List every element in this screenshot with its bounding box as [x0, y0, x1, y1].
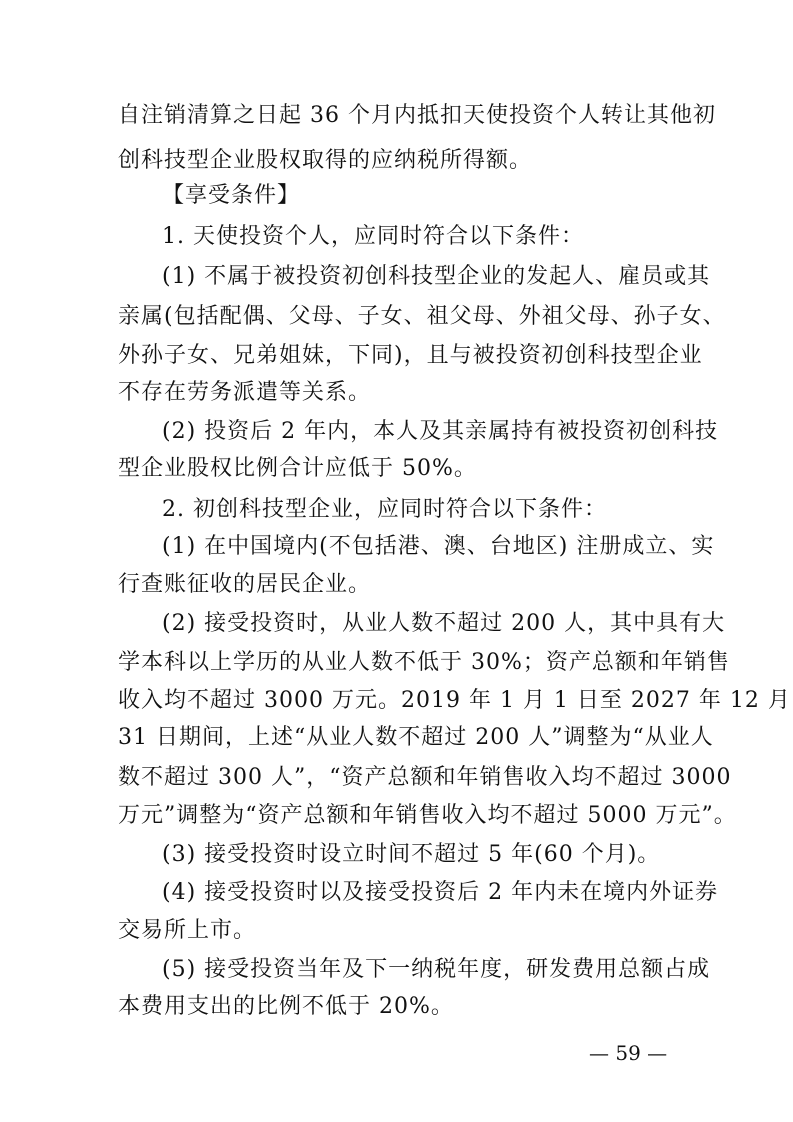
text-line: (2) 投资后 2 年内，本人及其亲属持有被投资初创科技 — [162, 419, 719, 444]
text-line: (2) 接受投资时，从业人数不超过 200 人，其中具有大 — [162, 611, 726, 636]
text-line: 创科技型企业股权取得的应纳税所得额。 — [118, 148, 533, 173]
text-line: (5) 接受投资当年及下一纳税年度，研发费用总额占成 — [162, 957, 711, 982]
text-line: 外孙子女、兄弟姐妹，下同)，且与被投资初创科技型企业 — [118, 343, 703, 368]
text-line: 不存在劳务派遣等关系。 — [118, 380, 372, 405]
text-line: 31 日期间，上述“从业人数不超过 200 人”调整为“从业人 — [118, 725, 714, 750]
text-line: 交易所上市。 — [118, 918, 257, 943]
text-line: 收入均不超过 3000 万元。2019 年 1 月 1 日至 2027 年 12 月 — [118, 688, 791, 713]
text-line: 本费用支出的比例不低于 20%。 — [118, 994, 454, 1019]
text-line: (1) 不属于被投资初创科技型企业的发起人、雇员或其 — [162, 264, 711, 289]
text-line: 2. 初创科技型企业，应同时符合以下条件： — [162, 497, 607, 522]
text-line: (1) 在中国境内(不包括港、澳、台地区) 注册成立、实 — [162, 534, 715, 559]
text-line: 亲属(包括配偶、父母、子女、祖父母、外祖父母、孙子女、 — [118, 304, 726, 329]
text-line: 型企业股权比例合计应低于 50%。 — [118, 456, 477, 481]
text-line: 行查账征收的居民企业。 — [118, 572, 372, 597]
text-line: 万元”调整为“资产总额和年销售收入均不超过 5000 万元”。 — [118, 803, 737, 828]
text-line: 1. 天使投资个人，应同时符合以下条件： — [162, 224, 584, 249]
text-line: 数不超过 300 人”，“资产总额和年销售收入均不超过 3000 — [118, 765, 732, 790]
text-line: (4) 接受投资时以及接受投资后 2 年内未在境内外证券 — [162, 880, 719, 905]
page-number: — 59 — — [589, 1041, 668, 1065]
text-line: (3) 接受投资时设立时间不超过 5 年(60 个月)。 — [162, 842, 661, 867]
text-line: 学本科以上学历的从业人数不低于 30%；资产总额和年销售 — [118, 650, 730, 675]
text-line: 自注销清算之日起 36 个月内抵扣天使投资个人转让其他初 — [118, 103, 716, 128]
section-heading: 【享受条件】 — [162, 183, 301, 208]
